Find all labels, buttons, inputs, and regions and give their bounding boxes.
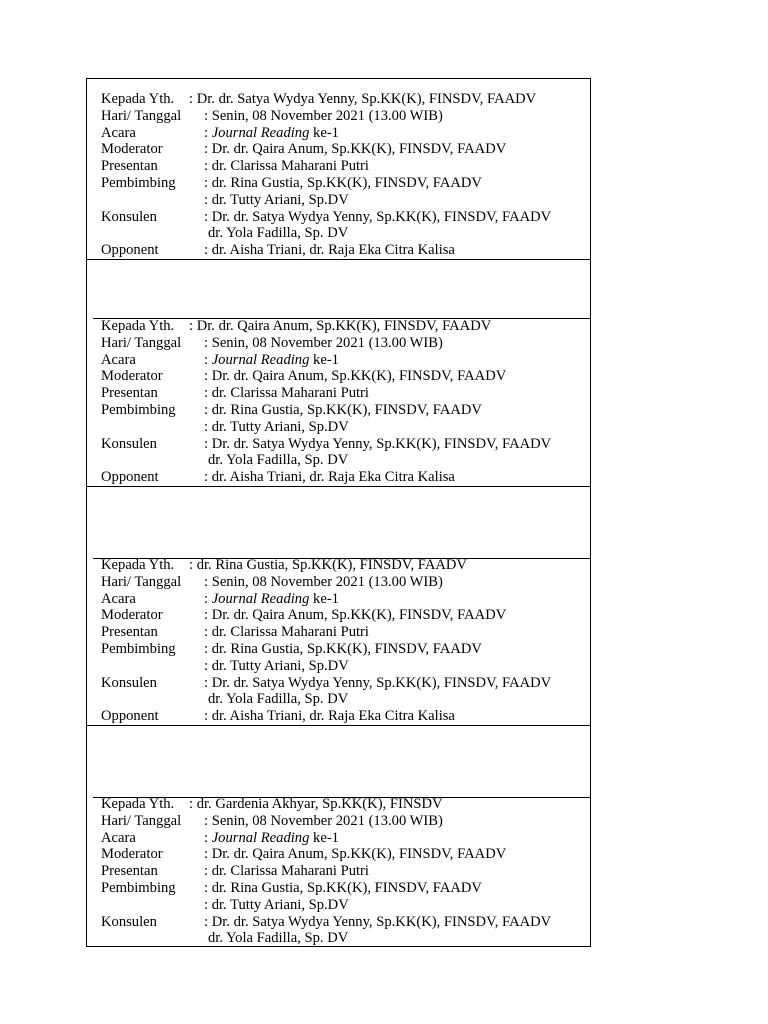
invitation-block [101, 318, 586, 486]
consultant-value: dr. Yola Fadilla, Sp. DV [208, 930, 349, 947]
supervisor-value: : dr. Rina Gustia, Sp.KK(K), FINSDV, FAADV [204, 879, 482, 896]
consultant-row [101, 914, 586, 931]
opponent-value: : dr. Aisha Triani, dr. Raja Eka Citra Kalisa [204, 469, 455, 486]
date-row [101, 574, 586, 591]
date-value: : Senin, 08 November 2021 (13.00 WIB) [204, 812, 443, 829]
event-row [101, 352, 586, 369]
date-label: Hari/ Tanggal [101, 107, 182, 124]
presenter-value: : dr. Clarissa Maharani Putri [204, 385, 369, 402]
recipient-label: Kepada Yth. [101, 91, 175, 107]
presenter-label: Presentan [101, 385, 158, 402]
presenter-row [101, 624, 586, 641]
recipient-value: : dr. Gardenia Akhyar, Sp.KK(K), FINSDV [189, 796, 443, 812]
consultant-value: dr. Yola Fadilla, Sp. DV [208, 452, 349, 469]
moderator-value: : Dr. dr. Qaira Anum, Sp.KK(K), FINSDV, FAADV [204, 607, 507, 624]
moderator-value: : Dr. dr. Qaira Anum, Sp.KK(K), FINSDV, FAADV [204, 846, 507, 863]
supervisor-row [101, 175, 586, 192]
event-label: Acara [101, 829, 136, 846]
consultant-label: Konsulen [101, 674, 157, 691]
presenter-label: Presentan [101, 158, 158, 175]
consultant-value: dr. Yola Fadilla, Sp. DV [208, 691, 349, 708]
date-row [101, 813, 586, 830]
consultant-label: Konsulen [101, 208, 157, 225]
opponent-row [101, 242, 586, 259]
supervisor-row [101, 641, 586, 658]
event-title: Journal Reading [211, 590, 310, 607]
consultant-label: Konsulen [101, 435, 157, 452]
recipient-value: : Dr. dr. Qaira Anum, Sp.KK(K), FINSDV, FAADV [189, 318, 492, 334]
event-colon: : [204, 829, 212, 846]
supervisor-value: : dr. Tutty Ariani, Sp.DV [204, 418, 349, 435]
invitation-block [101, 796, 586, 947]
moderator-row [101, 368, 586, 385]
date-value: : Senin, 08 November 2021 (13.00 WIB) [204, 573, 443, 590]
supervisor-value: : dr. Tutty Ariani, Sp.DV [204, 657, 349, 674]
event-suffix: ke-1 [309, 351, 339, 368]
date-label: Hari/ Tanggal [101, 334, 182, 351]
consultant-row-continued [101, 452, 586, 469]
event-value [204, 352, 339, 369]
moderator-value: : Dr. dr. Qaira Anum, Sp.KK(K), FINSDV, FAADV [204, 368, 507, 385]
presenter-value: : dr. Clarissa Maharani Putri [204, 863, 369, 880]
recipient-label: Kepada Yth. [101, 557, 175, 573]
opponent-label: Opponent [101, 708, 159, 725]
opponent-value: : dr. Aisha Triani, dr. Raja Eka Citra Kalisa [204, 242, 455, 259]
invitation-block [101, 557, 586, 725]
supervisor-label: Pembimbing [101, 640, 176, 657]
invitation-block [101, 91, 586, 259]
event-value [204, 125, 339, 142]
supervisor-row [101, 880, 586, 897]
moderator-row [101, 607, 586, 624]
event-row [101, 125, 586, 142]
supervisor-value: : dr. Tutty Ariani, Sp.DV [204, 896, 349, 913]
supervisor-row-continued [101, 192, 586, 209]
consultant-row [101, 209, 586, 226]
event-value [204, 830, 339, 847]
date-value: : Senin, 08 November 2021 (13.00 WIB) [204, 107, 443, 124]
consultant-value: : Dr. dr. Satya Wydya Yenny, Sp.KK(K), FINSDV, FAADV [204, 435, 552, 452]
consultant-row-continued [101, 930, 586, 947]
consultant-value: dr. Yola Fadilla, Sp. DV [208, 225, 349, 242]
separator-line [87, 486, 590, 487]
date-value: : Senin, 08 November 2021 (13.00 WIB) [204, 334, 443, 351]
event-value [204, 591, 339, 608]
separator-line [87, 725, 590, 726]
event-row [101, 591, 586, 608]
supervisor-label: Pembimbing [101, 401, 176, 418]
presenter-label: Presentan [101, 863, 158, 880]
event-row [101, 830, 586, 847]
date-label: Hari/ Tanggal [101, 573, 182, 590]
consultant-row [101, 436, 586, 453]
consultant-value: : Dr. dr. Satya Wydya Yenny, Sp.KK(K), FINSDV, FAADV [204, 913, 552, 930]
recipient-value: : Dr. dr. Satya Wydya Yenny, Sp.KK(K), FINSDV, FAADV [189, 91, 537, 107]
event-title: Journal Reading [211, 351, 310, 368]
presenter-row [101, 863, 586, 880]
presenter-value: : dr. Clarissa Maharani Putri [204, 158, 369, 175]
presenter-label: Presentan [101, 624, 158, 641]
recipient-label: Kepada Yth. [101, 796, 175, 812]
supervisor-row-continued [101, 897, 586, 914]
opponent-value: : dr. Aisha Triani, dr. Raja Eka Citra Kalisa [204, 708, 455, 725]
supervisor-row-continued [101, 658, 586, 675]
event-label: Acara [101, 351, 136, 368]
supervisor-row-continued [101, 419, 586, 436]
presenter-row [101, 158, 586, 175]
recipient-value: : dr. Rina Gustia, Sp.KK(K), FINSDV, FAADV [189, 557, 467, 573]
moderator-label: Moderator [101, 846, 163, 863]
opponent-row [101, 708, 586, 725]
recipient-row [101, 796, 586, 813]
moderator-value: : Dr. dr. Qaira Anum, Sp.KK(K), FINSDV, FAADV [204, 141, 507, 158]
consultant-value: : Dr. dr. Satya Wydya Yenny, Sp.KK(K), FINSDV, FAADV [204, 208, 552, 225]
recipient-row [101, 91, 586, 108]
opponent-label: Opponent [101, 242, 159, 259]
recipient-row [101, 318, 586, 335]
event-title: Journal Reading [211, 124, 310, 141]
date-label: Hari/ Tanggal [101, 812, 182, 829]
event-label: Acara [101, 590, 136, 607]
opponent-row [101, 469, 586, 486]
event-label: Acara [101, 124, 136, 141]
supervisor-value: : dr. Rina Gustia, Sp.KK(K), FINSDV, FAADV [204, 174, 482, 191]
recipient-label: Kepada Yth. [101, 318, 175, 334]
event-suffix: ke-1 [309, 829, 339, 846]
supervisor-value: : dr. Rina Gustia, Sp.KK(K), FINSDV, FAADV [204, 640, 482, 657]
consultant-row [101, 675, 586, 692]
recipient-row [101, 557, 586, 574]
moderator-label: Moderator [101, 607, 163, 624]
consultant-value: : Dr. dr. Satya Wydya Yenny, Sp.KK(K), FINSDV, FAADV [204, 674, 552, 691]
moderator-label: Moderator [101, 368, 163, 385]
supervisor-label: Pembimbing [101, 174, 176, 191]
invitation-sheet [86, 78, 591, 947]
separator-line [87, 259, 590, 260]
event-colon: : [204, 590, 212, 607]
event-colon: : [204, 351, 212, 368]
event-colon: : [204, 124, 212, 141]
supervisor-value: : dr. Tutty Ariani, Sp.DV [204, 191, 349, 208]
event-suffix: ke-1 [309, 590, 339, 607]
supervisor-row [101, 402, 586, 419]
opponent-label: Opponent [101, 469, 159, 486]
event-title: Journal Reading [211, 829, 310, 846]
presenter-value: : dr. Clarissa Maharani Putri [204, 624, 369, 641]
moderator-label: Moderator [101, 141, 163, 158]
consultant-label: Konsulen [101, 913, 157, 930]
date-row [101, 108, 586, 125]
event-suffix: ke-1 [309, 124, 339, 141]
supervisor-value: : dr. Rina Gustia, Sp.KK(K), FINSDV, FAADV [204, 401, 482, 418]
presenter-row [101, 385, 586, 402]
moderator-row [101, 846, 586, 863]
date-row [101, 335, 586, 352]
consultant-row-continued [101, 691, 586, 708]
moderator-row [101, 141, 586, 158]
consultant-row-continued [101, 225, 586, 242]
supervisor-label: Pembimbing [101, 879, 176, 896]
